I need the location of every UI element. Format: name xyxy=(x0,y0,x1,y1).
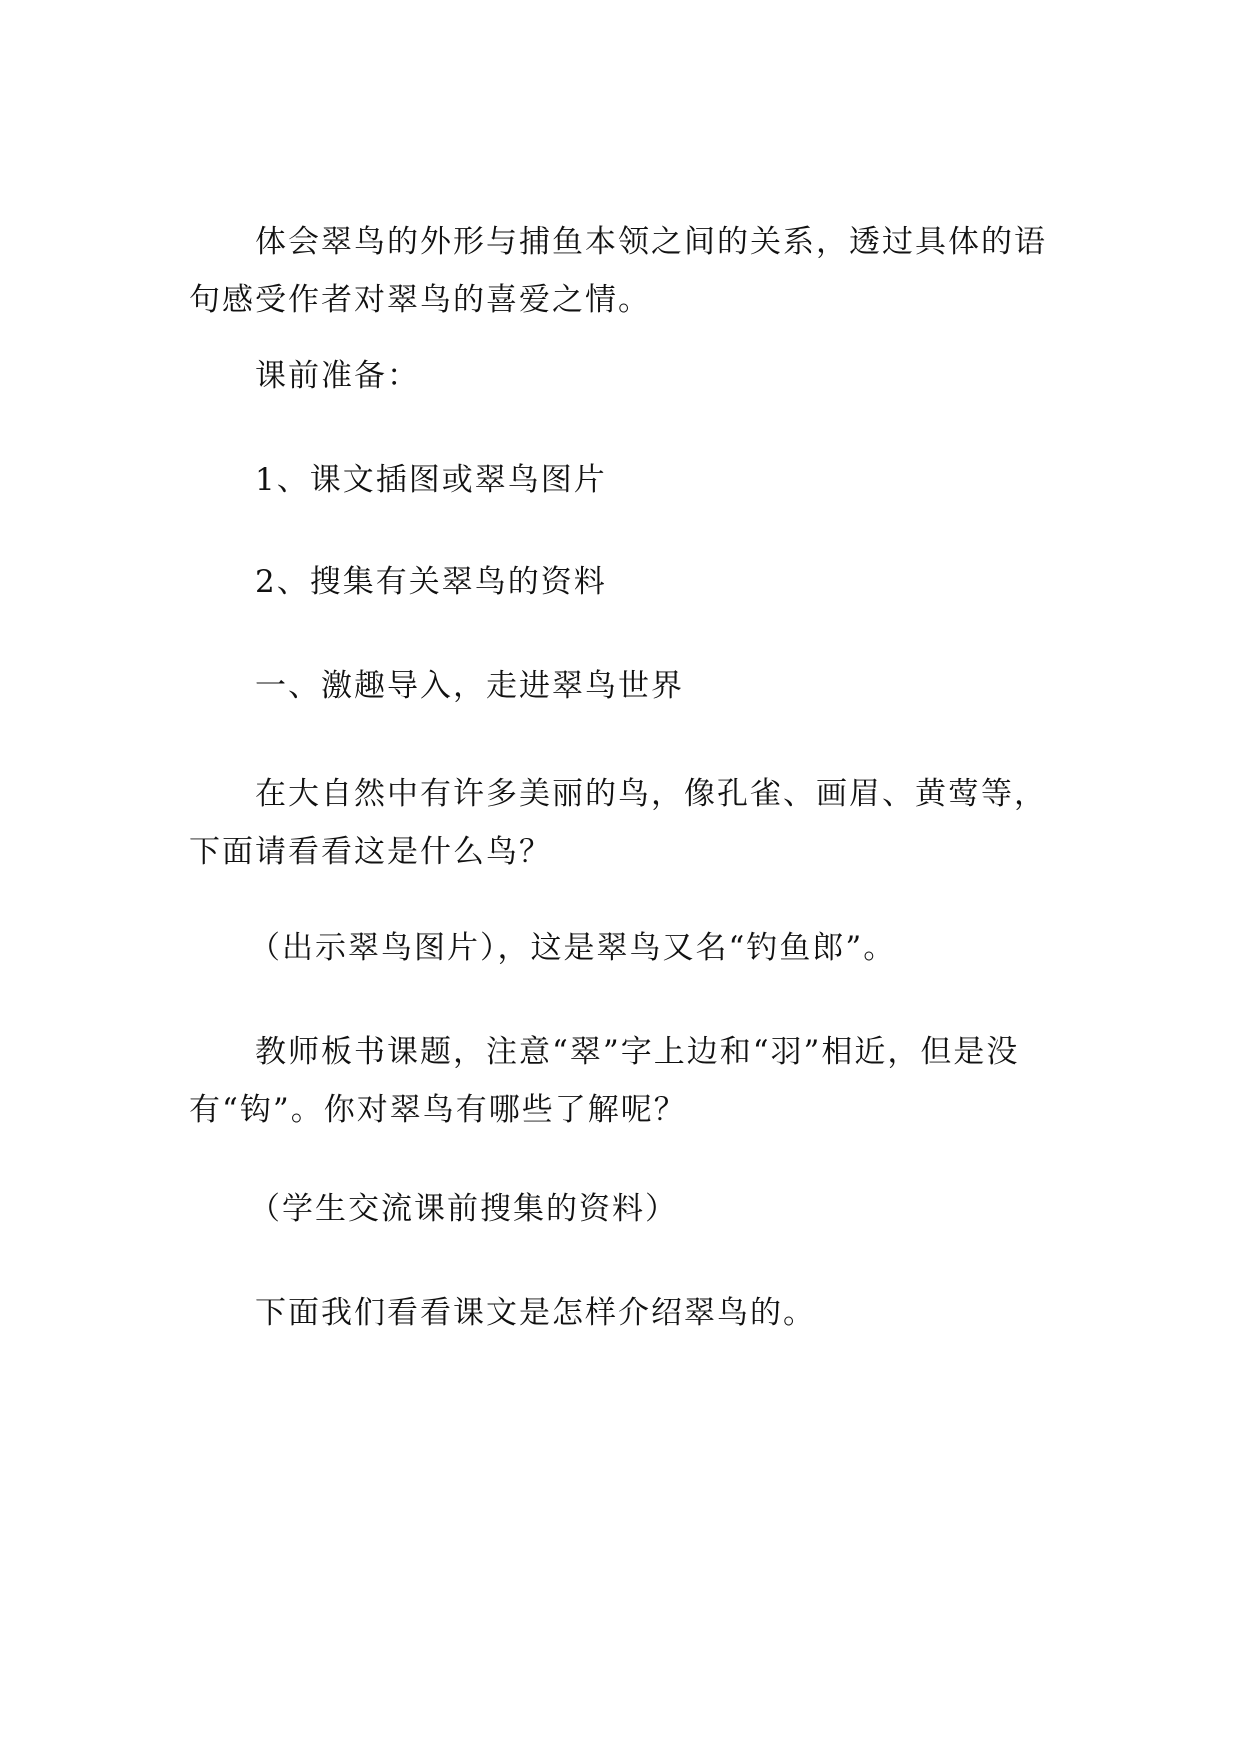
paragraph-transition: 下面我们看看课文是怎样介绍翠鸟的。 xyxy=(255,1295,816,1331)
paragraph-preparation-item-1: 1、课文插图或翠鸟图片 xyxy=(255,462,607,498)
paragraph-preparation-item-2: 2、搜集有关翠鸟的资料 xyxy=(255,564,607,600)
paragraph-objective: 体会翠鸟的外形与捕鱼本领之间的关系，透过具体的语句感受作者对翠鸟的喜爱之情。 xyxy=(189,224,1047,318)
paragraph-intro: 在大自然中有许多美丽的鸟，像孔雀、画眉、黄莺等，下面请看看这是什么鸟？ xyxy=(189,776,1047,870)
paragraph-section-1-heading: 一、激趣导入，走进翠鸟世界 xyxy=(255,668,684,704)
paragraph-blackboard: 教师板书课题，注意“翠”字上边和“羽”相近，但是没有“钩”。你对翠鸟有哪些了解呢？ xyxy=(189,1034,1020,1128)
paragraph-student-exchange: （学生交流课前搜集的资料） xyxy=(249,1191,678,1227)
paragraph-preparation-heading: 课前准备： xyxy=(255,358,420,394)
paragraph-show-picture: （出示翠鸟图片），这是翠鸟又名“钓鱼郎”。 xyxy=(249,930,897,966)
